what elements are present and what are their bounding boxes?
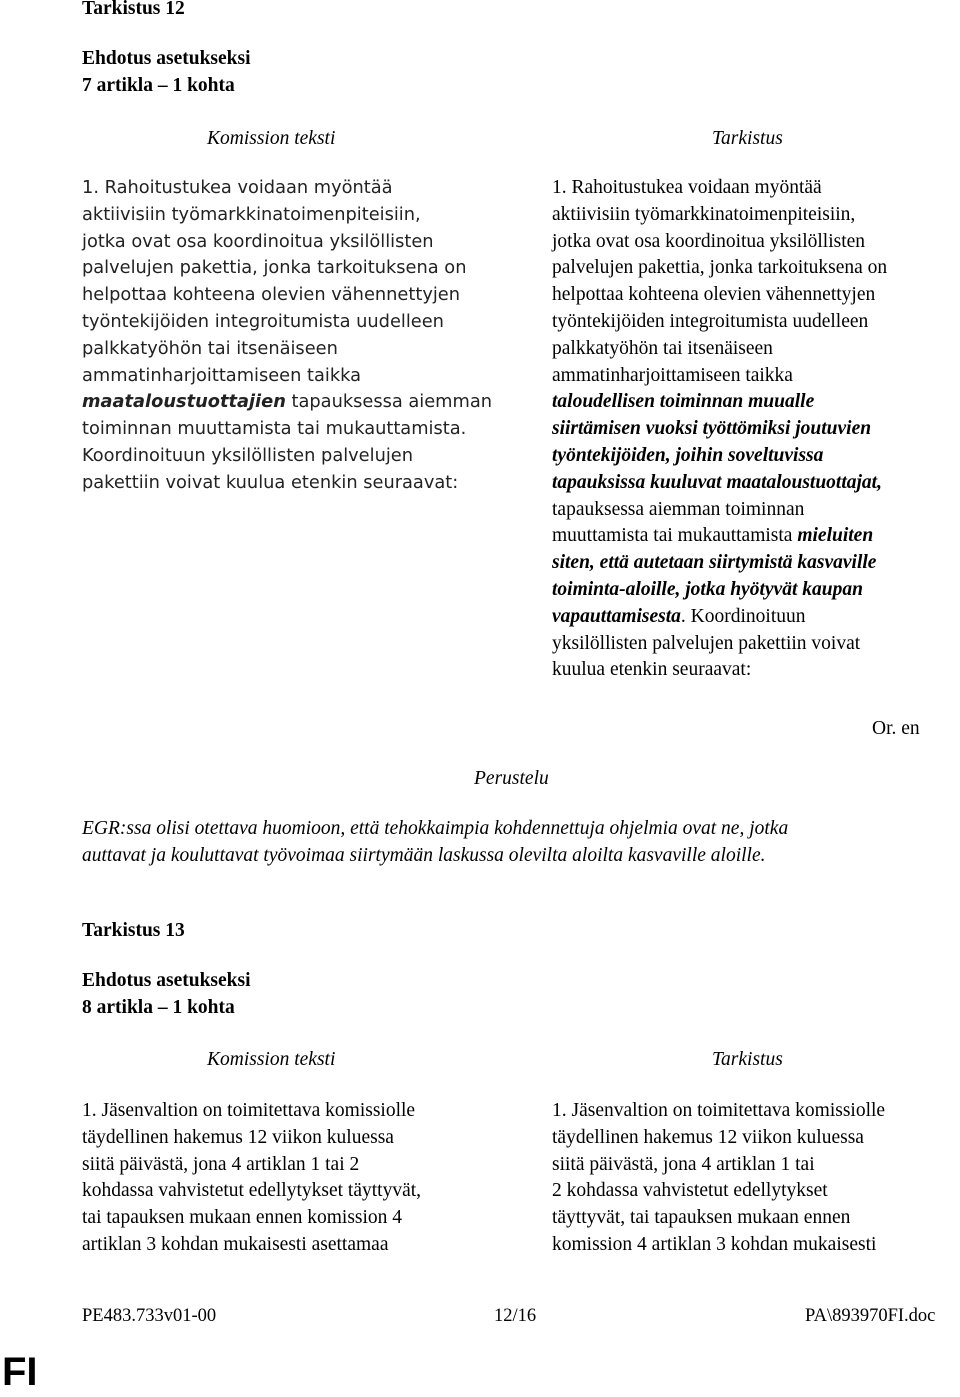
amendment-line-mixed	[552, 604, 952, 631]
commission-line: työntekijöiden integroitumista uudelleen	[82, 310, 444, 332]
justification-line: auttavat ja kouluttavat työvoimaa siirtymään laskussa olevilta aloilta kasvaville aloille.	[82, 844, 766, 866]
footer-reference: PE483.733v01-00	[82, 1306, 217, 1326]
amendment-line: täydellinen hakemus 12 viikon kuluessa	[552, 1126, 864, 1148]
amendment-line: täyttyvät, tai tapauksen mukaan ennen	[552, 1207, 851, 1229]
amendment-12-article: 7 artikla – 1 kohta	[82, 75, 235, 96]
inserted-emphasis: tapauksissa kuuluvat maataloustuottajat,	[552, 471, 882, 493]
amendment-line-mixed	[552, 523, 952, 550]
amendment-line: aktiivisiin työmarkkinatoimenpiteisiin,	[552, 203, 856, 225]
amendment-line: komission 4 artiklan 3 kohdan mukaisesti	[552, 1233, 877, 1255]
justification-body	[82, 816, 942, 870]
deleted-emphasis: maataloustuottajien	[82, 391, 286, 413]
amendment-heading: Tarkistus	[712, 128, 783, 149]
commission-text-body	[82, 175, 492, 497]
commission-line: täydellinen hakemus 12 viikon kuluessa	[82, 1126, 394, 1148]
footer-page-number: 12/16	[494, 1306, 537, 1326]
commission-text-heading: Komission teksti	[207, 128, 336, 149]
amendment-text-body	[552, 175, 952, 684]
commission-line: 1. Rahoitustukea voidaan myöntää	[82, 177, 393, 198]
footer-language-code: FI	[2, 1350, 38, 1394]
commission-line: palkkatyöhön tai itsenäiseen	[82, 337, 338, 359]
commission-line: helpottaa kohteena olevien vähennettyjen	[82, 284, 460, 306]
amendment-fragment: muuttamista tai mukauttamista	[552, 525, 798, 547]
commission-line: tai tapauksen mukaan ennen komission 4	[82, 1207, 403, 1229]
amendment-line: kuulua etenkin seuraavat:	[552, 659, 752, 681]
original-language: Or. en	[872, 718, 920, 739]
amendment-13-title: Tarkistus 13	[82, 920, 185, 941]
footer-file-name: PA\893970FI.doc	[805, 1306, 936, 1326]
amendment-line: 2 kohdassa vahvistetut edellytykset	[552, 1180, 828, 1202]
commission-line: palvelujen pakettia, jonka tarkoituksena on	[82, 257, 467, 279]
amendment-line: helpottaa kohteena olevien vähennettyjen	[552, 284, 876, 306]
commission-line: 1. Jäsenvaltion on toimitettava komissiolle	[82, 1100, 416, 1121]
amendment-line: tapauksessa aiemman toiminnan	[552, 498, 805, 520]
inserted-emphasis: siirtämisen vuoksi työttömiksi joutuvien	[552, 418, 872, 440]
amendment-13-proposal: Ehdotus asetukseksi	[82, 970, 251, 991]
commission-line: jotka ovat osa koordinoitua yksilöllisten	[82, 230, 434, 252]
commission-line: artiklan 3 kohdan mukaisesti asettamaa	[82, 1233, 389, 1255]
commission-line: siitä päivästä, jona 4 artiklan 1 tai 2	[82, 1153, 360, 1175]
commission-line: toiminnan muuttamista tai mukauttamista.	[82, 418, 467, 440]
amendment-12-title: Tarkistus 12	[82, 0, 185, 19]
inserted-emphasis: vapauttamisesta	[552, 605, 681, 627]
commission-text-body	[82, 1098, 492, 1259]
inserted-emphasis: taloudellisen toiminnan muualle	[552, 391, 815, 413]
commission-line: kohdassa vahvistetut edellytykset täyttyvät,	[82, 1180, 422, 1202]
amendment-line: palvelujen pakettia, jonka tarkoituksena on	[552, 257, 888, 279]
commission-text-heading: Komission teksti	[207, 1049, 336, 1070]
amendment-line: 1. Rahoitustukea voidaan myöntää	[552, 177, 822, 198]
inserted-emphasis: toiminta-aloille, jotka hyötyvät kaupan	[552, 578, 863, 600]
commission-line: ammatinharjoittamiseen taikka	[82, 364, 362, 386]
amendment-heading: Tarkistus	[712, 1049, 783, 1070]
commission-line: aktiivisiin työmarkkinatoimenpiteisiin,	[82, 203, 421, 225]
inserted-emphasis: työntekijöiden, joihin soveltuvissa	[552, 444, 824, 466]
amendment-line: siitä päivästä, jona 4 artiklan 1 tai	[552, 1153, 815, 1175]
amendment-line: jotka ovat osa koordinoitua yksilöllisten	[552, 230, 866, 252]
inserted-emphasis: siten, että autetaan siirtymistä kasvaville	[552, 552, 877, 574]
amendment-12-proposal: Ehdotus asetukseksi	[82, 48, 251, 69]
amendment-line: ammatinharjoittamiseen taikka	[552, 364, 793, 386]
amendment-line: työntekijöiden integroitumista uudelleen	[552, 310, 869, 332]
amendment-line: palkkatyöhön tai itsenäiseen	[552, 337, 773, 359]
commission-line: Koordinoituun yksilöllisten palvelujen	[82, 444, 413, 466]
amendment-13-article: 8 artikla – 1 kohta	[82, 997, 235, 1018]
commission-fragment: tapauksessa aiemman	[285, 391, 492, 413]
amendment-fragment: . Koordinoituun	[680, 605, 806, 627]
amendment-line: 1. Jäsenvaltion on toimitettava komissiolle	[552, 1100, 886, 1121]
amendment-text-body	[552, 1098, 952, 1259]
justification-line: EGR:ssa olisi otettava huomioon, että tehokkaimpia kohdennettuja ohjelmia ovat ne, jotka	[82, 818, 789, 839]
commission-line-emphasis	[82, 389, 492, 416]
amendment-line: yksilöllisten palvelujen pakettiin voivat	[552, 632, 861, 654]
commission-line: pakettiin voivat kuulua etenkin seuraavat:	[82, 471, 459, 493]
inserted-emphasis: mieluiten	[797, 525, 874, 547]
justification-heading: Perustelu	[474, 768, 549, 789]
